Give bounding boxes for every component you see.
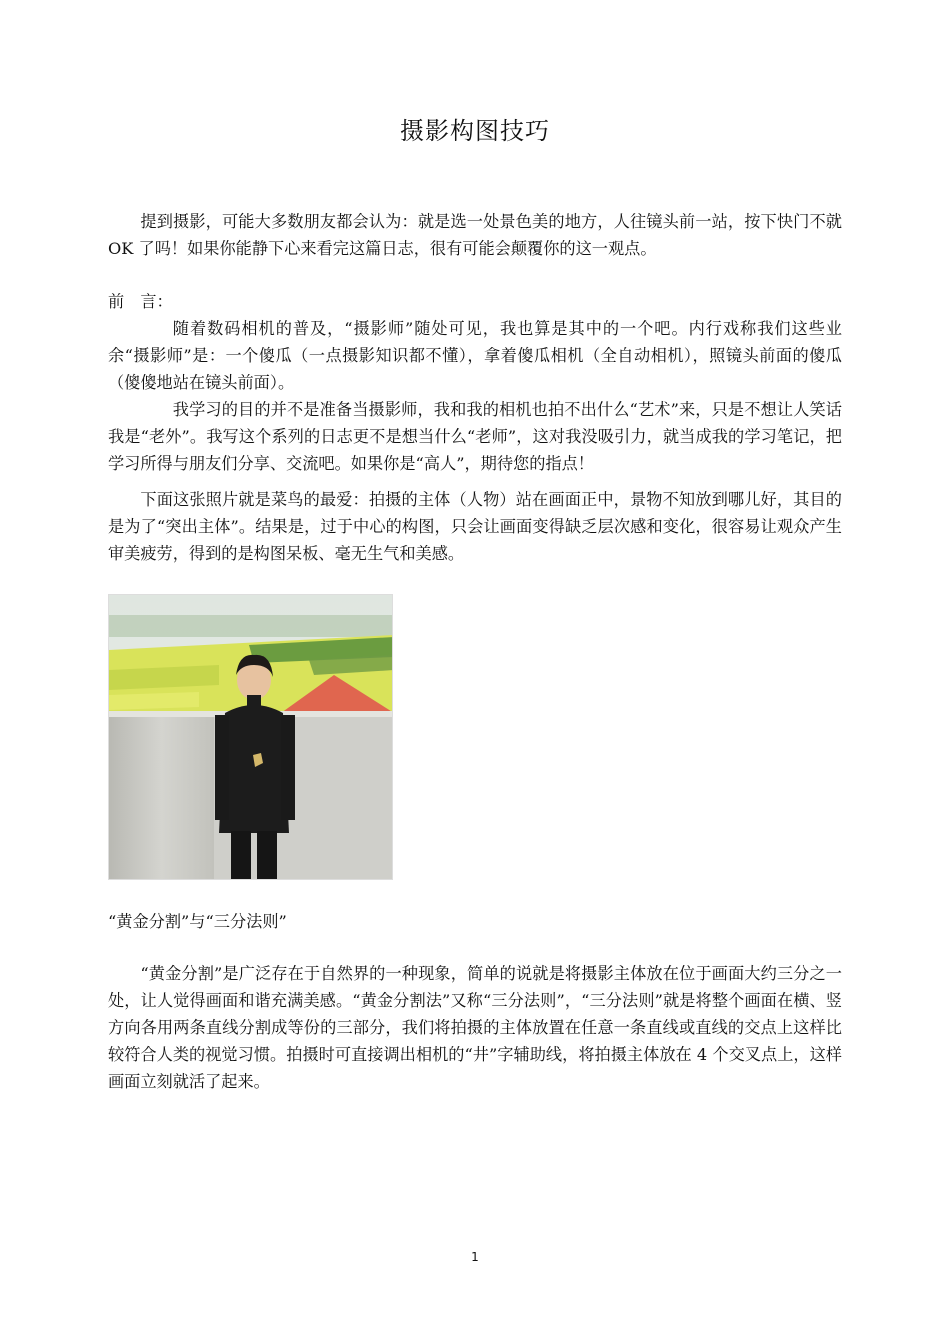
section-heading: “黄金分割”与“三分法则” bbox=[108, 912, 287, 931]
preface-paragraph-1: 随着数码相机的普及，“摄影师”随处可见，我也算是其中的一个吧。内行戏称我们这些业余“摄影师”是：一个傻瓜（一点摄影知识都不懂），拿着傻瓜相机（全自动相机），照镜头前面的傻瓜（傻傻地站在镜头前面）。 bbox=[108, 319, 842, 392]
intro-paragraph: 提到摄影，可能大多数朋友都会认为：就是选一处景色美的地方，人往镜头前一站，按下快门不就 OK 了吗！如果你能静下心来看完这篇日志，很有可能会颠覆你的这一观点。 bbox=[108, 212, 842, 258]
preface-label: 前 言： bbox=[108, 292, 173, 311]
page-number: 1 bbox=[471, 1250, 479, 1264]
photo-illustration bbox=[109, 595, 393, 880]
document-title: 摄影构图技巧 bbox=[400, 117, 550, 145]
example-photo-centered-subject bbox=[108, 594, 393, 880]
section-body-paragraph: “黄金分割”是广泛存在于自然界的一种现象，简单的说就是将摄影主体放在位于画面大约三分之一处，让人觉得画面和谐充满美感。“黄金分割法”又称“三分法则”，“三分法则”就是将整个画面在横、竖方向各用两条直线分割成等份的三部分，我们将拍摄的主体放置在任意一条直线或直线的交点上这样比较符合人类的视觉习惯。拍摄时可直接调出相机的“井”字辅助线，将拍摄主体放在 4 个交叉点上，这样画面立刻就活了起来。 bbox=[108, 964, 842, 1091]
photo-intro-paragraph: 下面这张照片就是菜鸟的最爱：拍摄的主体（人物）站在画面正中，景物不知放到哪儿好，其目的是为了“突出主体”。结果是，过于中心的构图，只会让画面变得缺乏层次感和变化，很容易让观众产生审美疲劳，得到的是构图呆板、毫无生气和美感。 bbox=[108, 490, 842, 563]
preface-paragraph-2: 我学习的目的并不是准备当摄影师，我和我的相机也拍不出什么“艺术”来，只是不想让人笑话我是“老外”。我写这个系列的日志更不是想当什么“老师”，这对我没吸引力，就当成我的学习笔记，把学习所得与朋友们分享、交流吧。如果你是“高人”，期待您的指点！ bbox=[108, 400, 842, 473]
